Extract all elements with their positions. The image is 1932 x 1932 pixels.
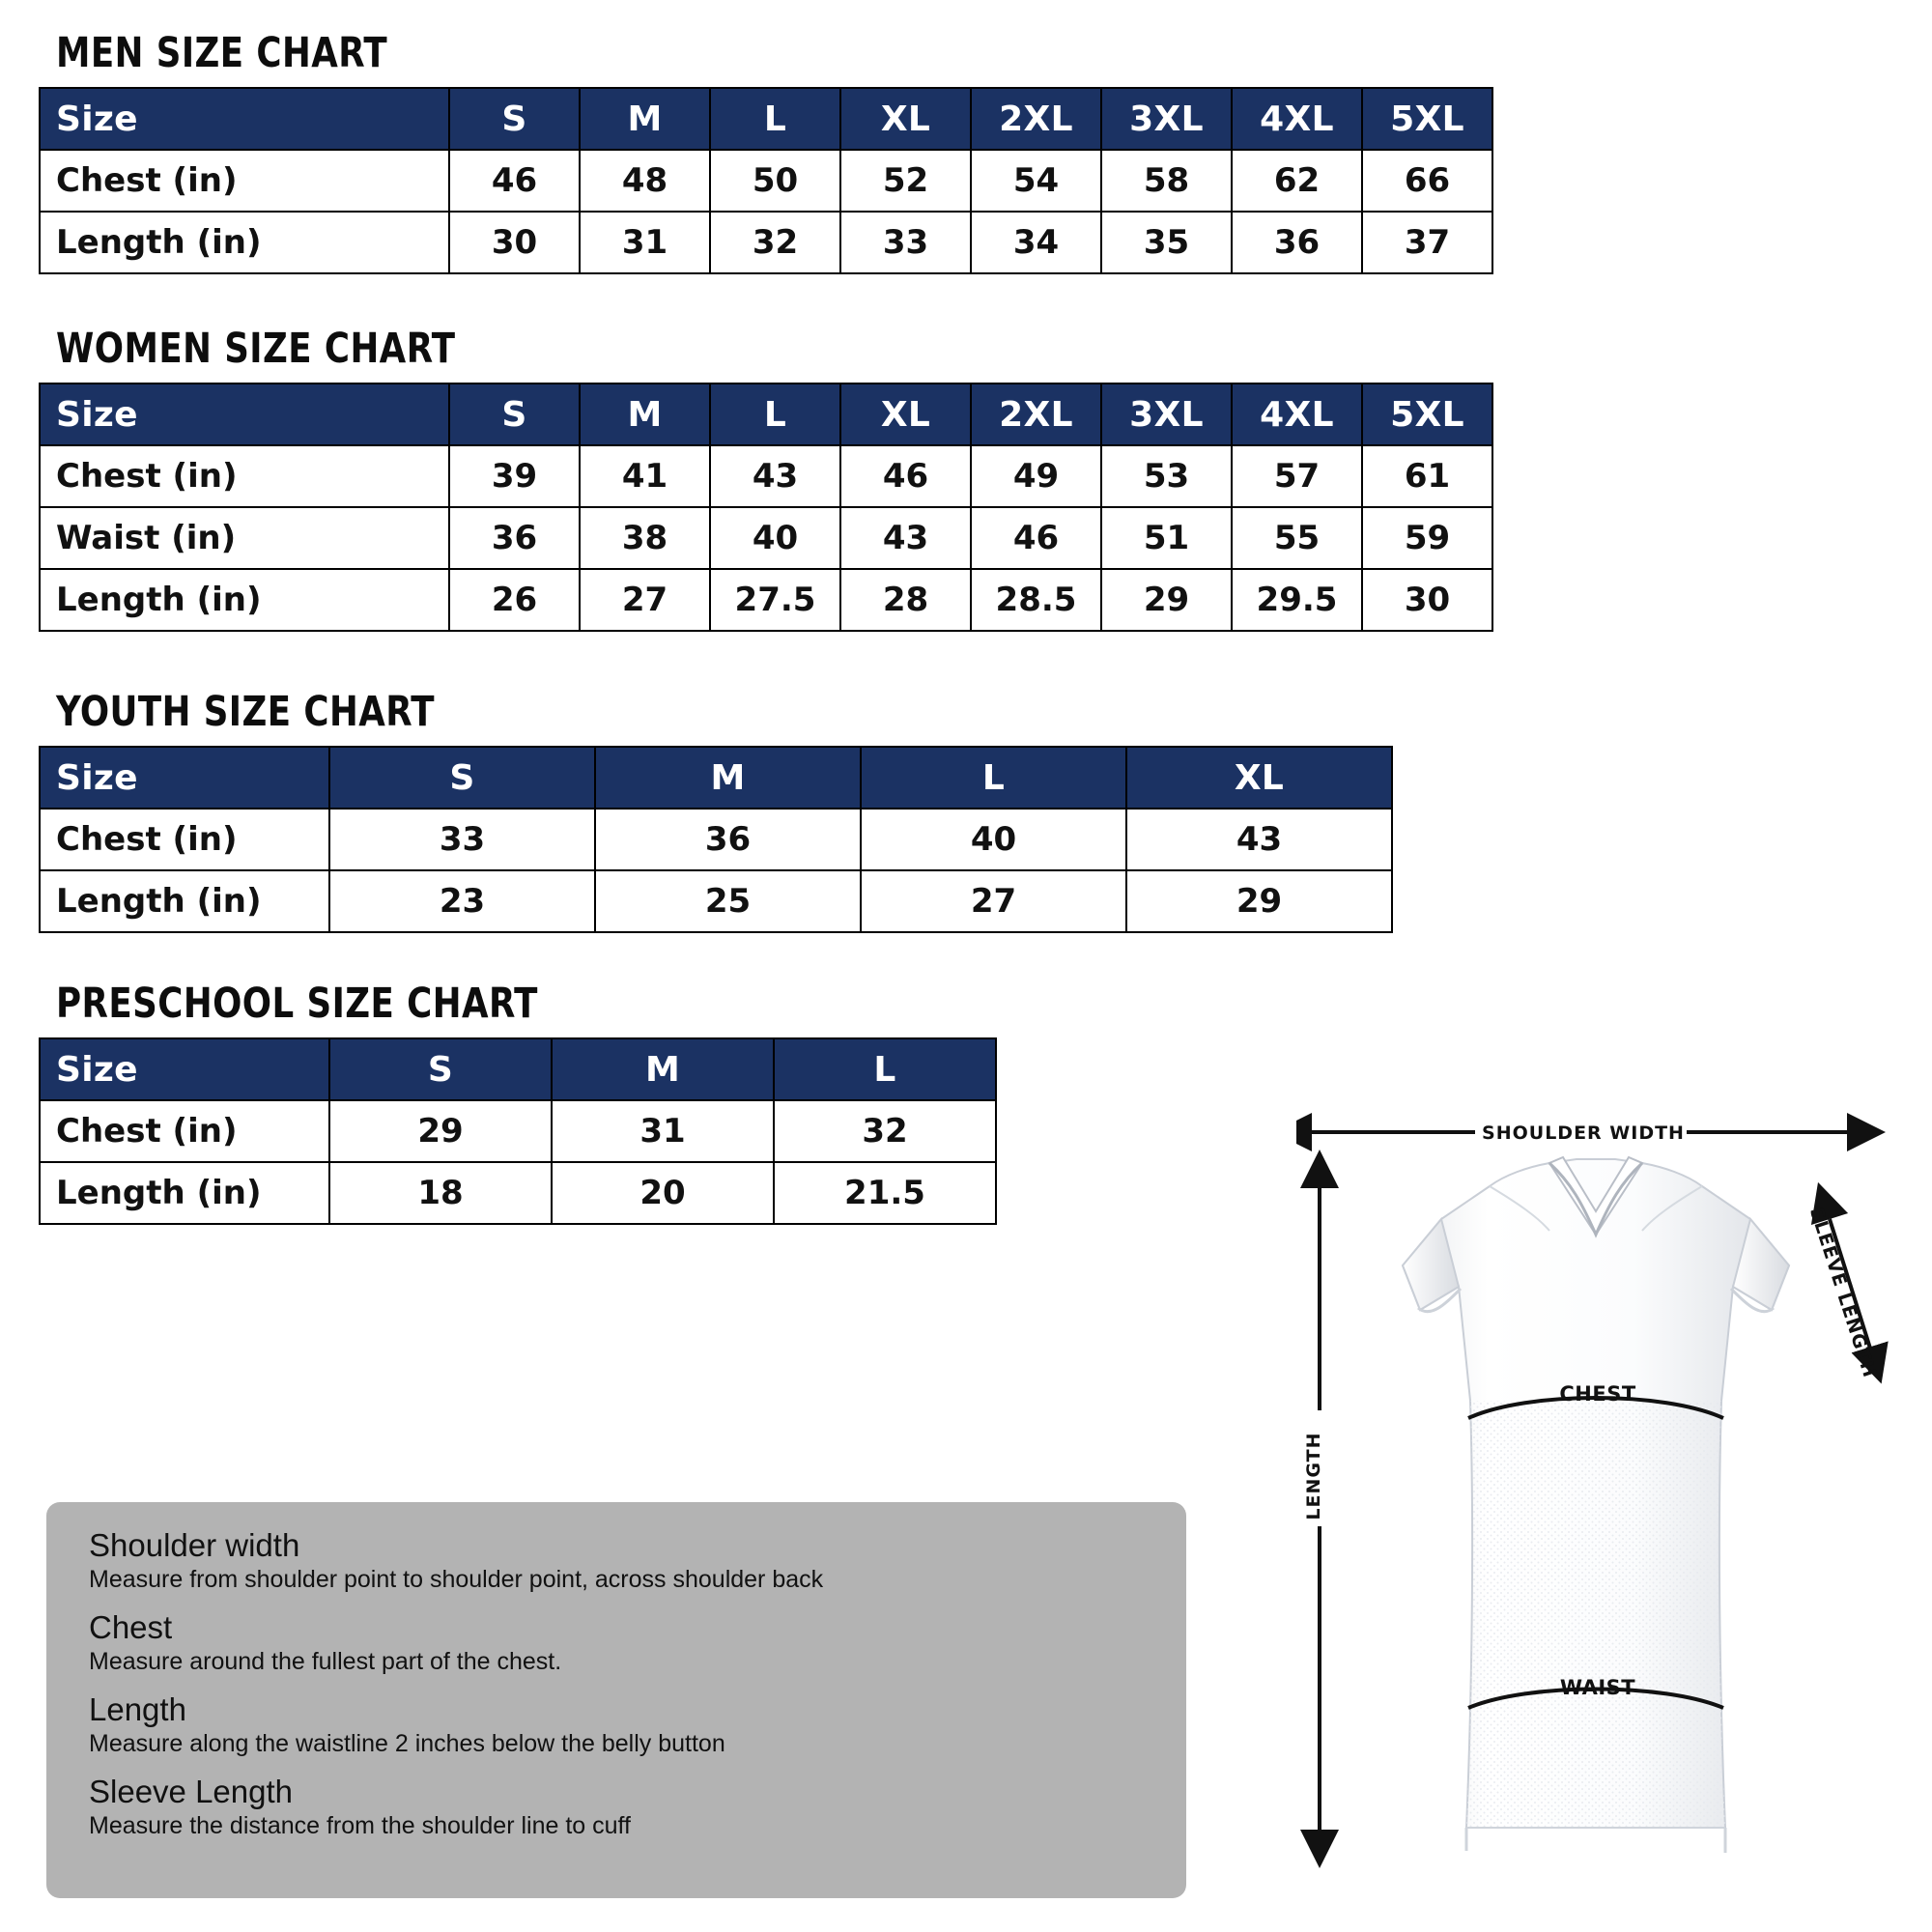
guide-item-desc: Measure the distance from the shoulder line to cuff <box>89 1812 631 1839</box>
table-cell: 55 <box>1232 507 1362 569</box>
table-cell: 52 <box>840 150 971 212</box>
guide-item <box>89 1691 1148 1758</box>
header-cell: Size <box>40 88 449 150</box>
table-cell: 46 <box>971 507 1101 569</box>
table-cell: 33 <box>840 212 971 273</box>
table-cell: 51 <box>1101 507 1232 569</box>
table-cell: 37 <box>1362 212 1492 273</box>
table-row <box>40 150 1492 212</box>
header-cell: 2XL <box>971 384 1101 445</box>
header-cell: M <box>552 1038 774 1100</box>
table-cell: 30 <box>449 212 580 273</box>
header-cell: XL <box>840 88 971 150</box>
table-cell: 18 <box>329 1162 552 1224</box>
table-cell: 66 <box>1362 150 1492 212</box>
header-cell: 3XL <box>1101 384 1232 445</box>
table-cell: 27 <box>580 569 710 631</box>
table-row <box>40 569 1492 631</box>
table-cell: 21.5 <box>774 1162 996 1224</box>
header-cell: 5XL <box>1362 88 1492 150</box>
table-cell: 31 <box>552 1100 774 1162</box>
header-cell: 2XL <box>971 88 1101 150</box>
table-cell: 39 <box>449 445 580 507</box>
header-cell: S <box>449 384 580 445</box>
header-cell: M <box>580 88 710 150</box>
guide-item <box>89 1774 1148 1840</box>
table-cell: 34 <box>971 212 1101 273</box>
header-cell: M <box>580 384 710 445</box>
header-cell: L <box>774 1038 996 1100</box>
table-header-row <box>40 747 1392 809</box>
youth-size-section <box>39 688 1893 933</box>
header-cell: Size <box>40 747 329 809</box>
header-cell: XL <box>840 384 971 445</box>
table-cell: 61 <box>1362 445 1492 507</box>
shoulder-width-dimension <box>1312 1122 1855 1144</box>
guide-item <box>89 1609 1148 1676</box>
table-cell: 27 <box>861 870 1126 932</box>
row-label: Chest (in) <box>40 1100 329 1162</box>
table-row <box>40 1100 996 1162</box>
guide-item-title: Shoulder width <box>89 1527 300 1563</box>
header-cell: L <box>861 747 1126 809</box>
table-cell: 43 <box>1126 809 1392 870</box>
length-dimension <box>1303 1188 1324 1837</box>
chest-label: CHEST <box>1559 1382 1636 1406</box>
table-cell: 54 <box>971 150 1101 212</box>
table-cell: 25 <box>595 870 861 932</box>
women-section-title: WOMEN SIZE CHART <box>56 325 456 373</box>
table-cell: 28.5 <box>971 569 1101 631</box>
measuring-guide-box <box>46 1502 1186 1898</box>
guide-item-desc: Measure from shoulder point to shoulder point, across shoulder back <box>89 1566 824 1593</box>
header-cell: S <box>449 88 580 150</box>
women-size-table <box>39 383 1493 632</box>
table-row <box>40 809 1392 870</box>
guide-item <box>89 1527 1148 1594</box>
table-cell: 27.5 <box>710 569 840 631</box>
guide-item-title: Sleeve Length <box>89 1774 294 1809</box>
sleeve-length-label: SLEEVE LENGTH <box>1804 1205 1881 1381</box>
preschool-section-title: PRESCHOOL SIZE CHART <box>56 980 538 1028</box>
table-row <box>40 212 1492 273</box>
row-label: Length (in) <box>40 870 329 932</box>
length-label: LENGTH <box>1303 1432 1324 1520</box>
table-cell: 29 <box>1101 569 1232 631</box>
table-cell: 46 <box>449 150 580 212</box>
table-cell: 20 <box>552 1162 774 1224</box>
table-cell: 36 <box>449 507 580 569</box>
men-section-title: MEN SIZE CHART <box>56 29 388 77</box>
sleeve-length-dimension <box>1805 1205 1881 1380</box>
table-cell: 48 <box>580 150 710 212</box>
table-row <box>40 507 1492 569</box>
table-cell: 41 <box>580 445 710 507</box>
header-cell: L <box>710 384 840 445</box>
header-cell: Size <box>40 384 449 445</box>
header-cell: Size <box>40 1038 329 1100</box>
guide-item-title: Chest <box>89 1609 173 1645</box>
header-cell: 5XL <box>1362 384 1492 445</box>
header-cell: S <box>329 747 595 809</box>
header-cell: 3XL <box>1101 88 1232 150</box>
row-label: Waist (in) <box>40 507 449 569</box>
guide-item-title: Length <box>89 1691 186 1727</box>
table-cell: 38 <box>580 507 710 569</box>
table-cell: 28 <box>840 569 971 631</box>
table-cell: 35 <box>1101 212 1232 273</box>
table-cell: 58 <box>1101 150 1232 212</box>
table-row <box>40 1162 996 1224</box>
row-label: Length (in) <box>40 212 449 273</box>
table-header-row <box>40 1038 996 1100</box>
header-cell: XL <box>1126 747 1392 809</box>
preschool-size-table <box>39 1037 997 1225</box>
table-cell: 29 <box>329 1100 552 1162</box>
table-cell: 29.5 <box>1232 569 1362 631</box>
row-label: Length (in) <box>40 569 449 631</box>
youth-size-table <box>39 746 1393 933</box>
table-cell: 32 <box>774 1100 996 1162</box>
women-size-section <box>39 325 1893 632</box>
header-cell: 4XL <box>1232 384 1362 445</box>
table-cell: 26 <box>449 569 580 631</box>
men-size-section <box>39 29 1893 274</box>
row-label: Length (in) <box>40 1162 329 1224</box>
men-size-table <box>39 87 1493 274</box>
youth-section-title: YOUTH SIZE CHART <box>56 688 436 736</box>
shirt-illustration <box>1403 1157 1789 1853</box>
table-header-row <box>40 88 1492 150</box>
table-cell: 62 <box>1232 150 1362 212</box>
row-label: Chest (in) <box>40 150 449 212</box>
table-cell: 32 <box>710 212 840 273</box>
table-cell: 36 <box>595 809 861 870</box>
table-cell: 53 <box>1101 445 1232 507</box>
table-cell: 43 <box>710 445 840 507</box>
table-cell: 23 <box>329 870 595 932</box>
table-row <box>40 870 1392 932</box>
table-header-row <box>40 384 1492 445</box>
table-row <box>40 445 1492 507</box>
table-cell: 43 <box>840 507 971 569</box>
table-cell: 31 <box>580 212 710 273</box>
header-cell: 4XL <box>1232 88 1362 150</box>
table-cell: 30 <box>1362 569 1492 631</box>
guide-item-desc: Measure along the waistline 2 inches below the belly button <box>89 1730 725 1757</box>
shirt-measurement-diagram <box>1296 1111 1895 1893</box>
table-cell: 33 <box>329 809 595 870</box>
table-cell: 40 <box>710 507 840 569</box>
table-cell: 57 <box>1232 445 1362 507</box>
row-label: Chest (in) <box>40 809 329 870</box>
table-cell: 40 <box>861 809 1126 870</box>
table-cell: 36 <box>1232 212 1362 273</box>
shoulder-width-label: SHOULDER WIDTH <box>1482 1122 1685 1144</box>
guide-item-desc: Measure around the fullest part of the chest. <box>89 1648 562 1675</box>
table-cell: 29 <box>1126 870 1392 932</box>
header-cell: M <box>595 747 861 809</box>
table-cell: 49 <box>971 445 1101 507</box>
header-cell: L <box>710 88 840 150</box>
header-cell: S <box>329 1038 552 1100</box>
row-label: Chest (in) <box>40 445 449 507</box>
table-cell: 59 <box>1362 507 1492 569</box>
waist-label: WAIST <box>1559 1676 1636 1699</box>
table-cell: 46 <box>840 445 971 507</box>
table-cell: 50 <box>710 150 840 212</box>
